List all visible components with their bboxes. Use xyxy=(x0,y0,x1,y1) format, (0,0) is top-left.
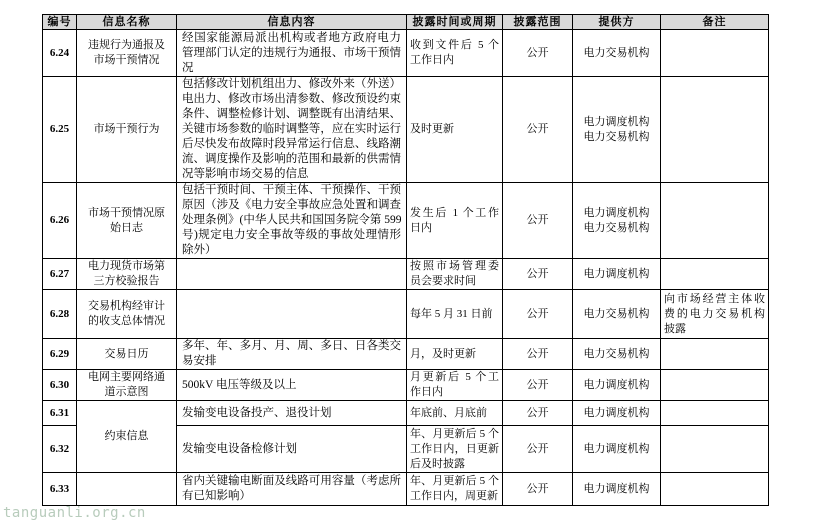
text-line: 及时更新 xyxy=(410,123,454,135)
text-line: 况 xyxy=(182,61,194,74)
row-provider xyxy=(573,473,661,506)
row-scope: 公开 xyxy=(503,183,573,259)
table-row xyxy=(43,183,769,259)
row-remark xyxy=(661,473,769,506)
row-period xyxy=(407,259,503,290)
row-name xyxy=(77,77,177,183)
text-line: 员会要求时间 xyxy=(410,275,476,287)
row-scope: 公开 xyxy=(503,77,573,183)
text-line: 易安排 xyxy=(182,355,217,367)
table-row xyxy=(43,259,769,290)
row-period xyxy=(407,183,503,259)
text-line: 发输变电设备检修计划 xyxy=(182,442,297,455)
text-line: 电力调度机构 xyxy=(583,267,650,280)
text-line: 后及时披露 xyxy=(410,457,465,470)
watermark: tanguanli.org.cn xyxy=(3,505,146,521)
row-provider xyxy=(573,401,661,426)
row-period xyxy=(407,77,503,183)
row-scope: 公开 xyxy=(503,339,573,370)
row-content xyxy=(177,426,407,473)
text-line: 除外） xyxy=(182,244,217,256)
text-line: 电力现货市场第 xyxy=(88,260,165,272)
text-line: 日内 xyxy=(410,221,432,234)
text-line: 电出力、修改市场出清参数、修改预设约束 xyxy=(182,93,401,105)
text-line: 电力调度机构 xyxy=(583,482,650,495)
row-period xyxy=(407,426,503,473)
text-line: 作日内 xyxy=(410,386,443,398)
row-remark xyxy=(661,401,769,426)
text-line: 经国家能源局派出机构或者地方政府电力 xyxy=(182,31,401,44)
row-name xyxy=(77,339,177,370)
row-id: 6.26 xyxy=(43,183,77,259)
text-line: 后尽快发布故障时段异常运行信息、线路潮 xyxy=(182,138,401,150)
text-line: 违规行为通报及 xyxy=(88,39,165,51)
text-line: 电力交易机构 xyxy=(583,46,650,59)
row-content xyxy=(177,339,407,370)
row-name xyxy=(77,473,177,506)
header-period: 披露时间或周期 xyxy=(407,15,503,30)
text-line: 多年、年、多月、月、周、多日、日各类交 xyxy=(182,340,401,352)
row-id: 6.31 xyxy=(43,401,77,426)
text-line: 况等影响市场交易的信息 xyxy=(182,168,309,180)
header-provider: 提供方 xyxy=(573,15,661,30)
header-name: 信息名称 xyxy=(77,15,177,30)
text-line: 年底前、月底前 xyxy=(410,406,487,419)
header-content: 信息内容 xyxy=(177,15,407,30)
row-id: 6.32 xyxy=(43,426,77,473)
text-line: 的收支总体情况 xyxy=(88,315,165,327)
text-line: 年、月更新后 5 个 xyxy=(410,475,499,487)
text-line: 省内关键输电断面及线路可用容量（考虑所 xyxy=(182,475,401,487)
row-remark xyxy=(661,259,769,290)
row-scope: 公开 xyxy=(503,290,573,339)
text-line: 包括干预时间、干预主体、干预操作、干预 xyxy=(182,184,401,196)
row-content xyxy=(177,473,407,506)
row-name xyxy=(77,30,177,77)
text-line: 按照市场管理委 xyxy=(410,260,499,272)
text-line: 工作日内 xyxy=(410,54,454,66)
row-id: 6.33 xyxy=(43,473,77,506)
table-row xyxy=(43,30,769,77)
text-line: 条件、调整检修计划、调整既有出清结果、 xyxy=(182,108,401,120)
text-line: 电力调度机构 xyxy=(583,442,650,455)
row-period xyxy=(407,370,503,401)
text-line: 电力交易机构 xyxy=(583,130,650,143)
table-row xyxy=(43,339,769,370)
text-line: 市场干预行为 xyxy=(93,123,160,135)
text-line: 号)规定电力安全事故等级的事故处理情形 xyxy=(182,229,401,241)
text-line: 原因（涉及《电力安全事故应急处置和调查 xyxy=(182,199,401,211)
text-line: 500kV 电压等级及以上 xyxy=(182,378,297,391)
row-name xyxy=(77,290,177,339)
text-line: 约束信息 xyxy=(104,430,149,442)
text-line: 电力调度机构 xyxy=(583,115,650,128)
row-remark xyxy=(661,183,769,259)
text-line: 电力交易机构 xyxy=(583,307,650,320)
row-remark xyxy=(661,30,769,77)
row-id: 6.28 xyxy=(43,290,77,339)
row-scope: 公开 xyxy=(503,426,573,473)
text-line: 电力交易机构 xyxy=(583,221,650,234)
text-line: 收到文件后 5 个 xyxy=(410,39,499,51)
row-period xyxy=(407,401,503,426)
row-period xyxy=(407,339,503,370)
text-line: 发生后 1 个工作 xyxy=(410,206,499,219)
row-remark xyxy=(661,339,769,370)
row-name xyxy=(77,183,177,259)
row-name xyxy=(77,259,177,290)
text-line: 发输变电设备投产、退役计划 xyxy=(182,406,332,419)
text-line: 处理条例》(中华人民共和国国务院令第 599 xyxy=(182,214,402,226)
text-line: 电力调度机构 xyxy=(583,378,650,391)
text-line: 三方校验报告 xyxy=(93,275,160,287)
text-line: 月更新后 5 个工 xyxy=(410,371,499,383)
row-remark xyxy=(661,370,769,401)
text-line: 始日志 xyxy=(110,221,143,234)
row-id: 6.25 xyxy=(43,77,77,183)
disclosure-table xyxy=(42,14,769,506)
text-line: 电力交易机构 xyxy=(583,347,650,360)
row-id: 6.30 xyxy=(43,370,77,401)
table-body xyxy=(43,30,769,506)
text-line: 交易日历 xyxy=(104,347,149,360)
text-line: 电力调度机构 xyxy=(583,206,650,219)
row-scope: 公开 xyxy=(503,473,573,506)
row-provider xyxy=(573,77,661,183)
table-row xyxy=(43,473,769,506)
text-line: 关键市场参数的临时调整等，应在实时运行 xyxy=(182,123,401,135)
row-provider xyxy=(573,259,661,290)
row-remark xyxy=(661,290,769,339)
table-row xyxy=(43,370,769,401)
text-line: 道示意图 xyxy=(104,386,149,398)
text-line: 市场干预情况 xyxy=(93,54,160,66)
text-line: 电力调度机构 xyxy=(583,406,650,419)
text-line: 电网主要网络通 xyxy=(88,371,165,383)
text-line: 费的电力交易机构 xyxy=(664,307,765,320)
row-provider xyxy=(573,183,661,259)
header-remark: 备注 xyxy=(661,15,769,30)
row-scope: 公开 xyxy=(503,30,573,77)
header-id: 编号 xyxy=(43,15,77,30)
row-scope: 公开 xyxy=(503,259,573,290)
row-period xyxy=(407,473,503,506)
text-line: 向市场经营主体收 xyxy=(664,292,765,305)
row-provider xyxy=(573,426,661,473)
row-period xyxy=(407,30,503,77)
row-content xyxy=(177,77,407,183)
text-line: 每年 5 月 31 日前 xyxy=(410,307,493,320)
table-header xyxy=(43,15,769,30)
row-content xyxy=(177,401,407,426)
header-scope: 披露范围 xyxy=(503,15,573,30)
row-id: 6.27 xyxy=(43,259,77,290)
row-provider xyxy=(573,30,661,77)
row-content xyxy=(177,183,407,259)
row-name xyxy=(77,370,177,401)
row-remark xyxy=(661,426,769,473)
row-content xyxy=(177,30,407,77)
row-provider xyxy=(573,290,661,339)
text-line: 市场干预情况原 xyxy=(88,206,165,219)
table-row xyxy=(43,290,769,339)
row-content xyxy=(177,370,407,401)
row-name xyxy=(77,401,177,473)
text-line: 包括修改计划机组出力、修改外来（外送） xyxy=(182,78,401,90)
row-content xyxy=(177,259,407,290)
text-line: 披露 xyxy=(664,322,686,335)
row-provider xyxy=(573,370,661,401)
text-line: 工作日内，日更新 xyxy=(410,442,499,455)
text-line: 年、月更新后 5 个 xyxy=(410,427,499,440)
row-content xyxy=(177,290,407,339)
row-scope: 公开 xyxy=(503,370,573,401)
row-provider xyxy=(573,339,661,370)
row-scope: 公开 xyxy=(503,401,573,426)
row-period xyxy=(407,290,503,339)
table-row xyxy=(43,77,769,183)
text-line: 流、调度操作及影响的范围和最新的供需情 xyxy=(182,153,401,165)
table-header-row xyxy=(43,15,769,30)
table-row xyxy=(43,401,769,426)
text-line: 交易机构经审计 xyxy=(88,300,165,312)
row-id: 6.29 xyxy=(43,339,77,370)
row-remark xyxy=(661,77,769,183)
text-line: 有已知影响） xyxy=(182,490,251,502)
text-line: 工作日内，周更新 xyxy=(410,490,498,502)
text-line: 月，及时更新 xyxy=(410,347,476,360)
row-id: 6.24 xyxy=(43,30,77,77)
text-line: 管理部门认定的违规行为通报、市场干预情 xyxy=(182,46,401,59)
